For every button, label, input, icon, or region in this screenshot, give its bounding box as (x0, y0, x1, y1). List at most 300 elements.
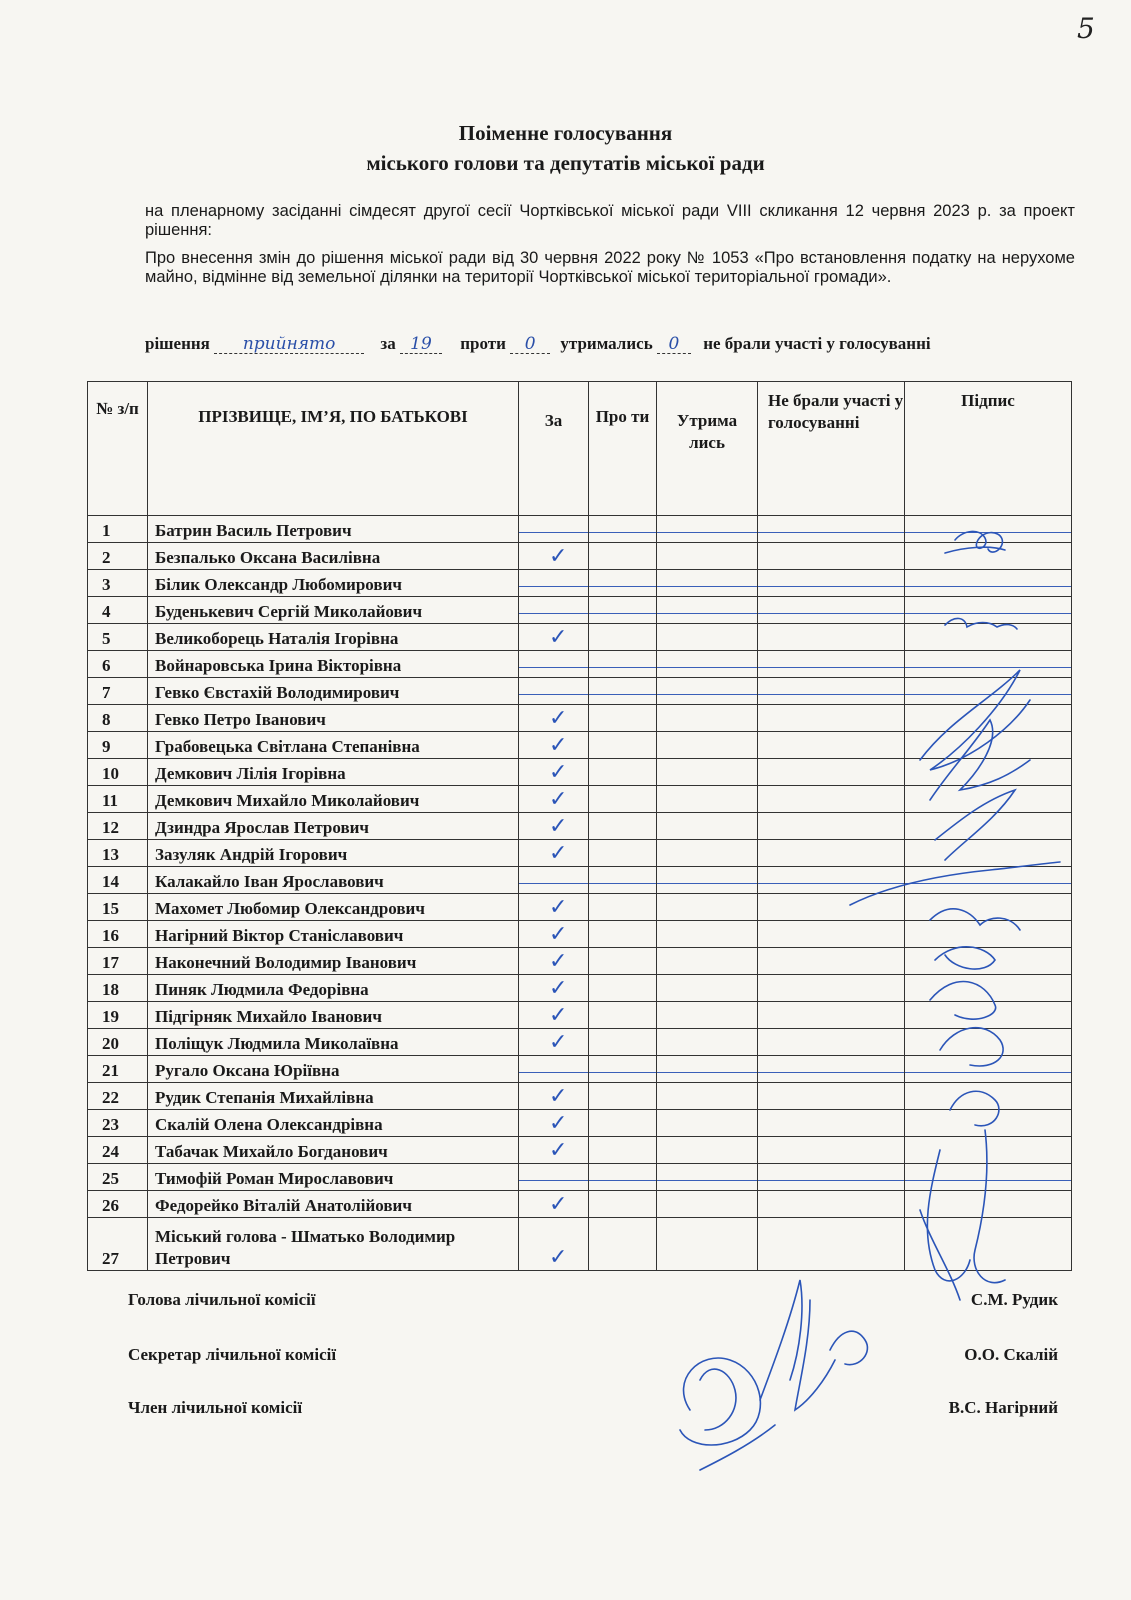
deputy-name: Демкович Михайло Миколайович (148, 786, 519, 813)
vote-abstained-cell (657, 1029, 758, 1056)
row-number: 10 (88, 759, 148, 786)
row-number: 3 (88, 570, 148, 597)
vote-for-cell (519, 921, 589, 948)
member-name: В.С. Нагірний (948, 1398, 1058, 1417)
vote-abstained-cell (657, 1164, 758, 1191)
project-title: Про внесення змін до рішення міської ради від 30 червня 2022 року № 1053 «Про встановлення податку на нерухоме майно, відмінне від земельної ділянки на території Чортківської міської територіальної громади». (145, 249, 1075, 286)
vote-for-cell (519, 948, 589, 975)
member-role: Член лічильної комісії (128, 1398, 303, 1417)
vote-abstained-cell (657, 543, 758, 570)
vote-against-cell (589, 1191, 657, 1218)
deputy-name: Зазуляк Андрій Ігорович (148, 840, 519, 867)
vote-abstained-cell (657, 948, 758, 975)
absent-strike-line (758, 586, 904, 587)
signature-cell (905, 786, 1072, 813)
vote-for-cell (519, 516, 589, 543)
absent-strike-line (905, 1072, 1071, 1073)
signature-cell (905, 1056, 1072, 1083)
vote-against-cell (589, 1137, 657, 1164)
absent-strike-line (657, 1180, 757, 1181)
row-number: 7 (88, 678, 148, 705)
absent-strike-line (589, 694, 656, 695)
vote-against-cell (589, 543, 657, 570)
absent-strike-line (519, 532, 588, 533)
deputy-name: Грабовецька Світлана Степанівна (148, 732, 519, 759)
vote-abstained-cell (657, 705, 758, 732)
vote-against-cell (589, 840, 657, 867)
vote-not-voted-cell (758, 624, 905, 651)
title-line-2: міського голови та депутатів міської ради (366, 151, 765, 175)
table-row (88, 786, 1072, 813)
check-mark-icon: ✓ (549, 544, 568, 569)
vote-abstained-cell (657, 732, 758, 759)
row-number: 16 (88, 921, 148, 948)
vote-not-voted-cell (758, 894, 905, 921)
deputy-name: Буденькевич Сергій Миколайович (148, 597, 519, 624)
table-row (88, 1218, 1072, 1271)
vote-abstained-cell (657, 651, 758, 678)
table-row (88, 1002, 1072, 1029)
vote-not-voted-cell (758, 1110, 905, 1137)
signature-cell (905, 948, 1072, 975)
row-number: 13 (88, 840, 148, 867)
vote-against-cell (589, 894, 657, 921)
absent-strike-line (905, 883, 1071, 884)
table-row (88, 678, 1072, 705)
absent-strike-line (519, 667, 588, 668)
vote-against-cell (589, 1002, 657, 1029)
signature-cell (905, 1137, 1072, 1164)
row-number: 14 (88, 867, 148, 894)
check-mark-icon: ✓ (549, 733, 568, 758)
vote-for-cell (519, 894, 589, 921)
decision-summary (145, 334, 1080, 354)
signature-cell (905, 1002, 1072, 1029)
vote-abstained-cell (657, 1137, 758, 1164)
header-num: № з/п (88, 382, 148, 516)
vote-abstained-cell (657, 1110, 758, 1137)
deputy-name: Дзиндра Ярослав Петрович (148, 813, 519, 840)
header-signature: Підпис (905, 382, 1072, 516)
header-against: Про ти (589, 382, 657, 516)
table-row (88, 867, 1072, 894)
table-row (88, 975, 1072, 1002)
row-number: 8 (88, 705, 148, 732)
absent-strike-line (589, 586, 656, 587)
signature-cell (905, 1191, 1072, 1218)
vote-abstained-cell (657, 624, 758, 651)
check-mark-icon: ✓ (549, 625, 568, 650)
vote-abstained-cell (657, 921, 758, 948)
absent-strike-line (905, 586, 1071, 587)
vote-against-cell (589, 921, 657, 948)
vote-abstained-cell (657, 786, 758, 813)
deputy-name: Білик Олександр Любомирович (148, 570, 519, 597)
vote-abstained-cell (657, 1056, 758, 1083)
vote-abstained-cell (657, 1083, 758, 1110)
vote-for-cell (519, 1029, 589, 1056)
table-row (88, 813, 1072, 840)
deputy-name: Тимофій Роман Мирославович (148, 1164, 519, 1191)
row-number: 5 (88, 624, 148, 651)
absent-strike-line (519, 1180, 588, 1181)
vote-not-voted-cell (758, 705, 905, 732)
vote-abstained-cell (657, 840, 758, 867)
check-mark-icon: ✓ (549, 814, 568, 839)
signature-cell (905, 705, 1072, 732)
vote-for-cell (519, 543, 589, 570)
vote-not-voted-cell (758, 867, 905, 894)
vote-against-cell (589, 597, 657, 624)
signature-cell (905, 678, 1072, 705)
deputy-name: Наконечний Володимир Іванович (148, 948, 519, 975)
vote-abstained-cell (657, 678, 758, 705)
row-number: 6 (88, 651, 148, 678)
absent-strike-line (519, 694, 588, 695)
vote-not-voted-cell (758, 759, 905, 786)
title-line-1: Поіменне голосування (458, 121, 673, 145)
vote-abstained-cell (657, 759, 758, 786)
table-row (88, 1110, 1072, 1137)
vote-against-cell (589, 651, 657, 678)
check-mark-icon: ✓ (549, 1030, 568, 1055)
header-for: За (519, 382, 589, 516)
row-number: 24 (88, 1137, 148, 1164)
vote-not-voted-cell (758, 840, 905, 867)
row-number: 15 (88, 894, 148, 921)
vote-abstained-cell (657, 516, 758, 543)
row-number: 21 (88, 1056, 148, 1083)
signature-cell (905, 1164, 1072, 1191)
secretary-role: Секретар лічильної комісії (128, 1345, 337, 1364)
vote-against-cell (589, 1029, 657, 1056)
vote-against-cell (589, 1110, 657, 1137)
vote-against-cell (589, 678, 657, 705)
absent-strike-line (905, 532, 1071, 533)
check-mark-icon: ✓ (549, 706, 568, 731)
vote-against-cell (589, 813, 657, 840)
not-voted-label: не брали участі у голосуванні (703, 334, 931, 353)
row-number: 19 (88, 1002, 148, 1029)
vote-for-cell (519, 1191, 589, 1218)
row-number: 18 (88, 975, 148, 1002)
vote-abstained-cell (657, 867, 758, 894)
table-row (88, 516, 1072, 543)
for-count: 19 (400, 335, 442, 354)
vote-abstained-cell (657, 1002, 758, 1029)
vote-for-cell (519, 1056, 589, 1083)
vote-not-voted-cell (758, 948, 905, 975)
absent-strike-line (905, 613, 1071, 614)
vote-for-cell (519, 624, 589, 651)
signature-cell (905, 1029, 1072, 1056)
absent-strike-line (758, 694, 904, 695)
header-not-voted: Не брали участі у голосуванні (758, 382, 905, 516)
absent-strike-line (589, 883, 656, 884)
deputy-name: Рудик Степанія Михайлівна (148, 1083, 519, 1110)
vote-for-cell (519, 975, 589, 1002)
table-row (88, 840, 1072, 867)
deputy-name: Федорейко Віталій Анатолійович (148, 1191, 519, 1218)
table-header-row (88, 382, 1072, 516)
deputy-name: Підгірняк Михайло Іванович (148, 1002, 519, 1029)
intro-text (145, 202, 1075, 296)
signature-cell (905, 624, 1072, 651)
signature-cell (905, 543, 1072, 570)
signature-cell (905, 516, 1072, 543)
absent-strike-line (905, 694, 1071, 695)
vote-for-cell (519, 1218, 589, 1271)
vote-abstained-cell (657, 597, 758, 624)
vote-against-cell (589, 1164, 657, 1191)
for-label: за (380, 334, 396, 353)
table-row (88, 705, 1072, 732)
deputy-name: Безпалько Оксана Василівна (148, 543, 519, 570)
vote-against-cell (589, 516, 657, 543)
vote-not-voted-cell (758, 732, 905, 759)
deputy-name: Скалій Олена Олександрівна (148, 1110, 519, 1137)
vote-not-voted-cell (758, 1056, 905, 1083)
vote-abstained-cell (657, 570, 758, 597)
signature-cell (905, 732, 1072, 759)
page-title (0, 118, 1131, 178)
vote-not-voted-cell (758, 1164, 905, 1191)
check-mark-icon: ✓ (549, 787, 568, 812)
absent-strike-line (657, 613, 757, 614)
check-mark-icon: ✓ (549, 1111, 568, 1136)
table-row (88, 1164, 1072, 1191)
signature-cell (905, 651, 1072, 678)
vote-against-cell (589, 948, 657, 975)
vote-not-voted-cell (758, 516, 905, 543)
vote-for-cell (519, 867, 589, 894)
decision-label: рішення (145, 334, 210, 353)
absent-strike-line (657, 532, 757, 533)
header-name: ПРІЗВИЩЕ, ІМ’Я, ПО БАТЬКОВІ (148, 382, 519, 516)
table-row (88, 1191, 1072, 1218)
vote-for-cell (519, 1110, 589, 1137)
deputy-name: Калакайло Іван Ярославович (148, 867, 519, 894)
absent-strike-line (519, 586, 588, 587)
table-row (88, 597, 1072, 624)
vote-not-voted-cell (758, 1029, 905, 1056)
deputy-name: Гевко Петро Іванович (148, 705, 519, 732)
against-label: проти (460, 334, 506, 353)
absent-strike-line (657, 694, 757, 695)
check-mark-icon: ✓ (549, 922, 568, 947)
vote-against-cell (589, 759, 657, 786)
row-number: 2 (88, 543, 148, 570)
session-info: на пленарному засіданні сімдесят другої сесії Чортківської міської ради VIII скликання 12 червня 2023 р. за проект рішення: (145, 202, 1075, 239)
table-body (88, 516, 1072, 1271)
deputy-name: Нагірний Віктор Станіславович (148, 921, 519, 948)
vote-for-cell (519, 705, 589, 732)
against-count: 0 (510, 335, 550, 354)
vote-not-voted-cell (758, 813, 905, 840)
vote-not-voted-cell (758, 1137, 905, 1164)
table-row (88, 543, 1072, 570)
vote-abstained-cell (657, 1218, 758, 1271)
check-mark-icon: ✓ (549, 1245, 568, 1270)
absent-strike-line (758, 667, 904, 668)
table-row (88, 1029, 1072, 1056)
absent-strike-line (589, 613, 656, 614)
vote-for-cell (519, 597, 589, 624)
abstained-label: утримались (560, 334, 653, 353)
check-mark-icon: ✓ (549, 1192, 568, 1217)
head-role: Голова лічильної комісії (128, 1290, 316, 1309)
check-mark-icon: ✓ (549, 1138, 568, 1163)
absent-strike-line (657, 586, 757, 587)
row-number: 20 (88, 1029, 148, 1056)
signature-cell (905, 894, 1072, 921)
vote-not-voted-cell (758, 1191, 905, 1218)
table-row (88, 651, 1072, 678)
vote-for-cell (519, 570, 589, 597)
vote-not-voted-cell (758, 1083, 905, 1110)
signature-cell (905, 759, 1072, 786)
vote-not-voted-cell (758, 1218, 905, 1271)
absent-strike-line (589, 532, 656, 533)
check-mark-icon: ✓ (549, 976, 568, 1001)
deputy-name: Махомет Любомир Олександрович (148, 894, 519, 921)
check-mark-icon: ✓ (549, 895, 568, 920)
absent-strike-line (657, 1072, 757, 1073)
signature-cell (905, 570, 1072, 597)
voting-table (87, 381, 1072, 1271)
vote-not-voted-cell (758, 651, 905, 678)
vote-not-voted-cell (758, 597, 905, 624)
row-number: 22 (88, 1083, 148, 1110)
absent-strike-line (758, 883, 904, 884)
signature-cell (905, 921, 1072, 948)
decision-value: прийнято (214, 335, 364, 354)
signature-cell (905, 597, 1072, 624)
absent-strike-line (657, 667, 757, 668)
header-abstained: Утрима лись (657, 382, 758, 516)
vote-not-voted-cell (758, 570, 905, 597)
signature-cell (905, 1110, 1072, 1137)
absent-strike-line (589, 1072, 656, 1073)
check-mark-icon: ✓ (549, 841, 568, 866)
absent-strike-line (519, 883, 588, 884)
vote-not-voted-cell (758, 543, 905, 570)
check-mark-icon: ✓ (549, 1003, 568, 1028)
table-row (88, 1137, 1072, 1164)
vote-for-cell (519, 1164, 589, 1191)
deputy-name: Великоборець Наталія Ігорівна (148, 624, 519, 651)
table-row (88, 1083, 1072, 1110)
row-number: 9 (88, 732, 148, 759)
vote-abstained-cell (657, 975, 758, 1002)
vote-for-cell (519, 786, 589, 813)
head-name: С.М. Рудик (970, 1290, 1058, 1309)
table-row (88, 1056, 1072, 1083)
check-mark-icon: ✓ (549, 949, 568, 974)
check-mark-icon: ✓ (549, 760, 568, 785)
row-number: 17 (88, 948, 148, 975)
vote-not-voted-cell (758, 921, 905, 948)
signature-cell (905, 840, 1072, 867)
vote-against-cell (589, 786, 657, 813)
vote-abstained-cell (657, 1191, 758, 1218)
deputy-name: Табачак Михайло Богданович (148, 1137, 519, 1164)
absent-strike-line (758, 1072, 904, 1073)
signature-cell (905, 1218, 1072, 1271)
deputy-name: Пиняк Людмила Федорівна (148, 975, 519, 1002)
vote-abstained-cell (657, 894, 758, 921)
signature-cell (905, 813, 1072, 840)
signature-cell (905, 867, 1072, 894)
vote-not-voted-cell (758, 1002, 905, 1029)
vote-against-cell (589, 732, 657, 759)
absent-strike-line (519, 1072, 588, 1073)
table-row (88, 732, 1072, 759)
signature-cell (905, 1083, 1072, 1110)
vote-not-voted-cell (758, 975, 905, 1002)
page-number: 5 (1077, 12, 1095, 45)
vote-not-voted-cell (758, 678, 905, 705)
signature-cell (905, 975, 1072, 1002)
vote-against-cell (589, 1056, 657, 1083)
vote-against-cell (589, 624, 657, 651)
secretary-name: О.О. Скалій (964, 1345, 1058, 1364)
vote-not-voted-cell (758, 786, 905, 813)
table-row (88, 921, 1072, 948)
absent-strike-line (905, 1180, 1071, 1181)
deputy-name: Войнаровська Ірина Вікторівна (148, 651, 519, 678)
absent-strike-line (758, 532, 904, 533)
table-row (88, 624, 1072, 651)
absent-strike-line (657, 883, 757, 884)
table-row (88, 759, 1072, 786)
deputy-name: Поліщук Людмила Миколаївна (148, 1029, 519, 1056)
row-number: 12 (88, 813, 148, 840)
vote-against-cell (589, 570, 657, 597)
row-number: 25 (88, 1164, 148, 1191)
vote-for-cell (519, 1137, 589, 1164)
deputy-name: Батрин Василь Петрович (148, 516, 519, 543)
table-row (88, 570, 1072, 597)
vote-for-cell (519, 678, 589, 705)
deputy-name: Демкович Лілія Ігорівна (148, 759, 519, 786)
vote-against-cell (589, 1218, 657, 1271)
row-number: 1 (88, 516, 148, 543)
row-number: 11 (88, 786, 148, 813)
vote-abstained-cell (657, 813, 758, 840)
absent-strike-line (905, 667, 1071, 668)
row-number: 26 (88, 1191, 148, 1218)
deputy-name: Міський голова - Шматько Володимир Петрович (148, 1218, 519, 1271)
absent-strike-line (519, 613, 588, 614)
check-mark-icon: ✓ (549, 1084, 568, 1109)
vote-for-cell (519, 1002, 589, 1029)
absent-strike-line (758, 613, 904, 614)
abstained-count: 0 (657, 335, 691, 354)
vote-for-cell (519, 813, 589, 840)
deputy-name: Гевко Євстахій Володимирович (148, 678, 519, 705)
row-number: 27 (88, 1218, 148, 1271)
row-number: 23 (88, 1110, 148, 1137)
absent-strike-line (589, 667, 656, 668)
row-number: 4 (88, 597, 148, 624)
vote-against-cell (589, 1083, 657, 1110)
vote-for-cell (519, 1083, 589, 1110)
vote-for-cell (519, 759, 589, 786)
vote-for-cell (519, 651, 589, 678)
vote-against-cell (589, 705, 657, 732)
vote-against-cell (589, 975, 657, 1002)
